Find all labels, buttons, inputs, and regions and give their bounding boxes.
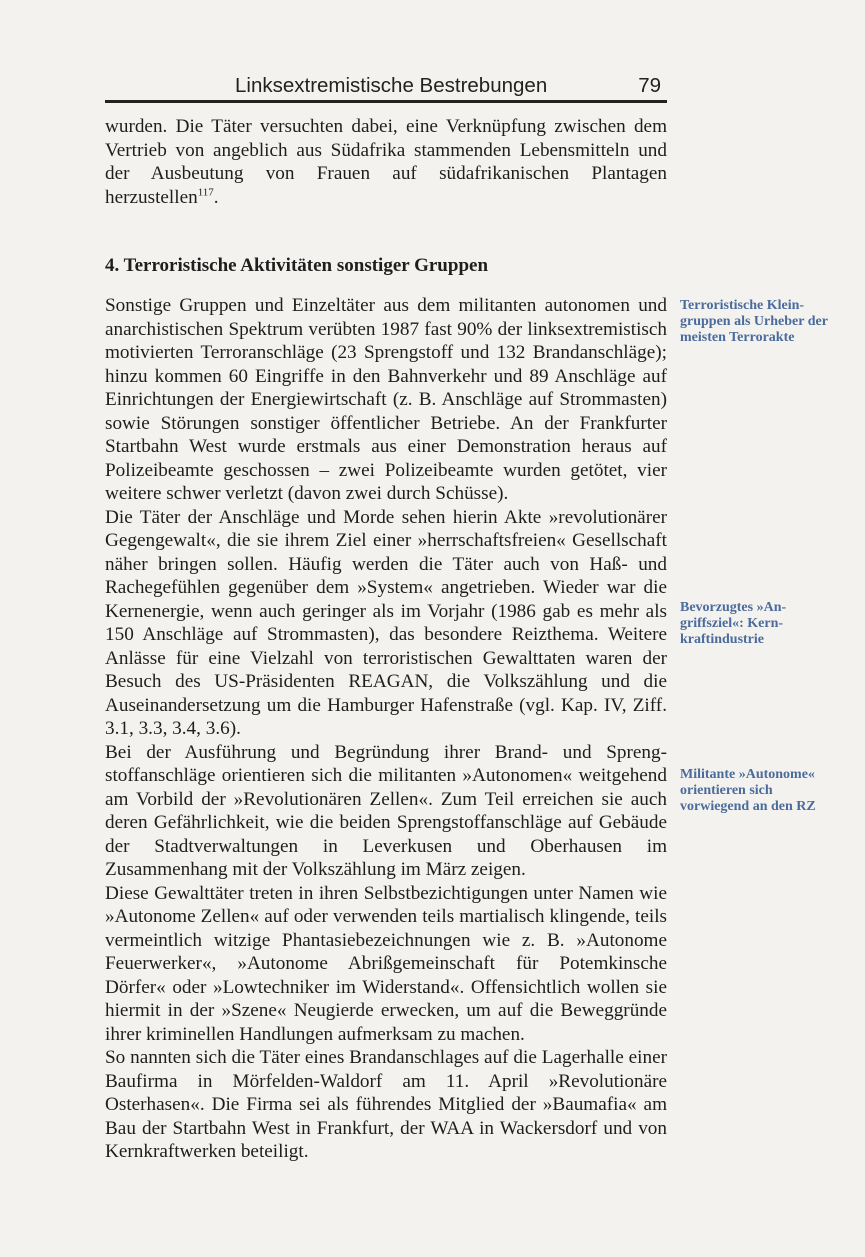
paragraph-3: Bei der Ausführung und Begründung ihrer Brand- und Sprengstoffanschläge orientieren sich die militanten »Autonomen« weitgehend am Vorbild der »Revolutionären Zellen«. Zum Teil erreichen sie auch deren Gefährlichkeit, wie die beiden Sprengstoffanschläge auf Gebäude der Stadtverwaltungen in Leverkusen und Oberhausen im Zusammenhang mit der Volkszählung im März zeigen.	[105, 741, 667, 880]
running-header	[105, 70, 667, 103]
header-title: Linksextremistische Bestrebungen	[235, 74, 548, 97]
intro-end: .	[213, 186, 219, 208]
intro-paragraph	[105, 115, 667, 209]
section-heading: 4. Terroristische Aktivitäten sonstiger Gruppen	[105, 255, 489, 276]
paragraph-2: Die Täter der Anschläge und Morde sehen hierin Akte »revolutionärer Gegengewalt«, die sie ihrem Ziel einer »herrschaftsfreien« Gesellschaft näher bringen sollen. Häufig werden die Täter auch von Haß- und Rachegefühlen gegenüber dem »System« angetrieben. Wieder war die Kernenergie, wenn auch geringer als im Vorjahr (1986 gab es mehr als 150 Anschläge auf Strommasten), das besondere Reizthema. Weitere Anlässe für eine Vielzahl von terroristischen Gewalttaten waren der Besuch des US-Präsidenten REAGAN, die Volkszählung und die Auseinandersetzung um die Hamburger Hafenstraße (vgl. Kap. IV, Ziff. 3.1, 3.3, 3.4, 3.6).	[105, 506, 667, 739]
paragraph-5: So nannten sich die Täter eines Brandanschlages auf die Lagerhalle einer Baufirma in Mörfelden-Waldorf am 11. April »Revolutionäre Osterhasen«. Die Firma sei als führendes Mitglied der »Baumafia« am Bau der Startbahn West in Frankfurt, der WAA in Wackersdorf und von Kernkraftwerken beteiligt.	[105, 1047, 667, 1162]
paragraph-4: Diese Gewalttäter treten in ihren Selbstbezichtigungen unter Namen wie »Autonome Zellen« auf oder verwenden teils martialisch klingende, teils vermeintlich witzige Phantasiebezeichnungen wie z. B. »Autonome Feuerwerker«, »Autonome Abrißgemeinschaft für Potemkinsche Dörfer« oder »Lowtechniker im Widerstand«. Offensichtlich wollen sie hiermit in der »Szene« Neugierde erwecken, um auf die Beweggründe ihrer kriminellen Handlungen aufmerksam zu machen.	[105, 882, 667, 1045]
margin-note-1: Terroristische Kleingruppen als Urheber der meisten Terrorakte	[680, 298, 828, 345]
paragraph-1: Sonstige Gruppen und Einzeltäter aus dem militanten autonomen und anarchistischen Spektrum verübten 1987 fast 90% der linksextremistisch motivierten Terroranschläge (23 Sprengstoff und 132 Brandanschläge); hinzu kommen 60 Eingriffe in den Bahnverkehr und 89 Anschläge auf Einrichtungen der Energiewirtschaft (z. B. Anschläge auf Strommasten) sowie Störungen sonstiger öffentlicher Betriebe. An der Frankfurter Startbahn West wurde erstmals aus einer Demonstration heraus auf Polizeibeamte geschossen – zwei Polizeibeamte wurden getötet, vier weitere schwer verletzt (davon zwei durch Schüsse).	[105, 295, 667, 504]
margin-note-3: Militante »Autonome« orientieren sich vorwiegend an den RZ	[680, 767, 816, 814]
footnote-marker: 117	[197, 186, 214, 199]
margin-note-2: Bevorzugtes »Angriffsziel«: Kernkraftindustrie	[680, 600, 787, 647]
section-body	[105, 294, 667, 1164]
intro-text: wurden. Die Täter versuchten dabei, eine Verknüpfung zwischen dem Vertrieb von angeblich aus Südafrika stammenden Lebensmitteln und der Ausbeutung von Frauen auf südafrikanischen Plantagen herzustellen	[105, 116, 667, 208]
page-number: 79	[638, 74, 661, 97]
